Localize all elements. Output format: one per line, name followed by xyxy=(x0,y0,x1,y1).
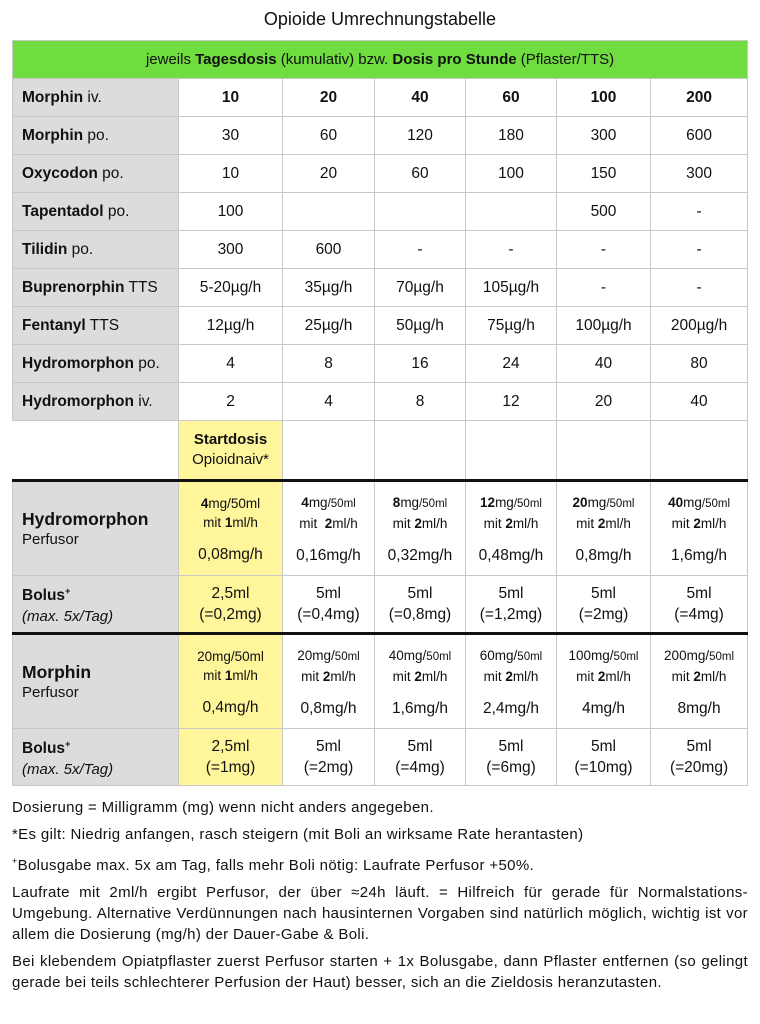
bolus-cell: 5ml (=1,2mg) xyxy=(466,576,557,634)
empty-cell xyxy=(375,421,466,481)
note-start: *Es gilt: Niedrig anfangen, rasch steigern (mit Boli an wirksame Rate herantasten) xyxy=(12,826,584,843)
table-cell: 100µg/h xyxy=(557,307,651,345)
banner-cell: jeweils Tagesdosis (kumulativ) bzw. Dosis pro Stunde (Pflaster/TTS) xyxy=(13,41,748,79)
table-cell: 180 xyxy=(466,117,557,155)
table-cell: - xyxy=(375,231,466,269)
empty-cell xyxy=(466,421,557,481)
table-cell: 150 xyxy=(557,155,651,193)
perfusor-cell: 4mg/50ml mit 1ml/h 0,08mg/h xyxy=(179,481,283,576)
table-cell: - xyxy=(466,231,557,269)
empty-cell xyxy=(651,421,748,481)
table-cell: 50µg/h xyxy=(375,307,466,345)
table-row xyxy=(13,345,748,383)
table-cell: 8 xyxy=(283,345,375,383)
table-cell xyxy=(283,193,375,231)
row-label: Hydromorphon Perfusor xyxy=(13,481,179,576)
table-cell: 100 xyxy=(179,193,283,231)
row-label: Morphin iv. xyxy=(13,79,179,117)
row-label: Hydromorphon po. xyxy=(13,345,179,383)
perfusor-cell: 60mg/50ml mit 2ml/h 2,4mg/h xyxy=(466,634,557,729)
table-cell: - xyxy=(557,269,651,307)
table-row xyxy=(13,155,748,193)
row-label: Morphin po. xyxy=(13,117,179,155)
table-cell: 10 xyxy=(179,155,283,193)
hydromorphon-bolus-row xyxy=(13,576,748,634)
perfusor-cell: 20mg/50ml mit 2ml/h 0,8mg/h xyxy=(557,481,651,576)
startdose-row xyxy=(13,421,748,481)
table-cell: 25µg/h xyxy=(283,307,375,345)
table-cell: 12 xyxy=(466,383,557,421)
table-cell: 4 xyxy=(179,345,283,383)
table-cell: - xyxy=(651,269,748,307)
perfusor-cell: 20mg/50ml mit 1ml/h 0,4mg/h xyxy=(179,634,283,729)
table-cell: 30 xyxy=(179,117,283,155)
perfusor-cell: 200mg/50ml mit 2ml/h 8mg/h xyxy=(651,634,748,729)
table-cell: 4 xyxy=(283,383,375,421)
note-patch: Bei klebendem Opiatpflaster zuerst Perfusor starten + 1x Bolusgabe, dann Pflaster entfernen (so gelingt gerade bei teils schlechterer Perfusion der Haut) besser, sich an die Zieldosis heranzutasten. xyxy=(12,953,748,991)
table-cell: 35µg/h xyxy=(283,269,375,307)
bolus-cell: 5ml (=2mg) xyxy=(283,729,375,786)
table-row xyxy=(13,307,748,345)
table-cell: 70µg/h xyxy=(375,269,466,307)
table-cell: 24 xyxy=(466,345,557,383)
table-cell: 300 xyxy=(557,117,651,155)
table-cell: 500 xyxy=(557,193,651,231)
perfusor-cell: 12mg/50ml mit 2ml/h 0,48mg/h xyxy=(466,481,557,576)
empty-cell xyxy=(557,421,651,481)
table-cell: 600 xyxy=(283,231,375,269)
bolus-cell: 5ml (=6mg) xyxy=(466,729,557,786)
bolus-cell: 2,5ml (=0,2mg) xyxy=(179,576,283,634)
dose-header: 200 xyxy=(651,79,748,117)
row-label: Tilidin po. xyxy=(13,231,179,269)
perfusor-cell: 40mg/50ml mit 2ml/h 1,6mg/h xyxy=(375,634,466,729)
table-cell: 40 xyxy=(651,383,748,421)
banner-row xyxy=(13,41,748,79)
table-row xyxy=(13,193,748,231)
bolus-cell: 5ml (=4mg) xyxy=(375,729,466,786)
row-label: Fentanyl TTS xyxy=(13,307,179,345)
row-label: Oxycodon po. xyxy=(13,155,179,193)
table-cell: 16 xyxy=(375,345,466,383)
startdose-cell: Startdosis Opioidnaiv* xyxy=(179,421,283,481)
dose-header: 60 xyxy=(466,79,557,117)
perfusor-cell: 20mg/50ml mit 2ml/h 0,8mg/h xyxy=(283,634,375,729)
table-row xyxy=(13,269,748,307)
morphin-bolus-row xyxy=(13,729,748,786)
table-cell: - xyxy=(651,231,748,269)
bolus-cell: 5ml (=20mg) xyxy=(651,729,748,786)
morphin-perfusor-row xyxy=(13,634,748,729)
table-row xyxy=(13,383,748,421)
table-cell: 105µg/h xyxy=(466,269,557,307)
table-cell: - xyxy=(651,193,748,231)
note-rate: Laufrate mit 2ml/h ergibt Perfusor, der über ≈24h läuft. = Hilfreich für gerade für Normalstations-Umgebung. Alternative Verdünnungen nach hausinternen Vorgaben sind natürlich möglich, wichtig ist vor allem die Dosierung (mg/h) der Dauer-Gabe & Boli. xyxy=(12,884,748,943)
row-label: Buprenorphin TTS xyxy=(13,269,179,307)
table-cell: 300 xyxy=(179,231,283,269)
footnotes xyxy=(12,797,748,999)
table-cell: 100 xyxy=(466,155,557,193)
conversion-table xyxy=(12,40,748,786)
table-cell xyxy=(466,193,557,231)
table-row xyxy=(13,117,748,155)
note-dosage: Dosierung = Milligramm (mg) wenn nicht anders angegeben. xyxy=(12,799,434,816)
dose-header: 20 xyxy=(283,79,375,117)
perfusor-cell: 8mg/50ml mit 2ml/h 0,32mg/h xyxy=(375,481,466,576)
table-cell: 60 xyxy=(375,155,466,193)
table-cell: 12µg/h xyxy=(179,307,283,345)
row-label: Tapentadol po. xyxy=(13,193,179,231)
bolus-cell: 5ml (=4mg) xyxy=(651,576,748,634)
bolus-cell: 2,5ml (=1mg) xyxy=(179,729,283,786)
empty-cell xyxy=(13,421,179,481)
row-label: Bolus+ (max. 5x/Tag) xyxy=(13,576,179,634)
table-cell: 60 xyxy=(283,117,375,155)
bolus-cell: 5ml (=0,8mg) xyxy=(375,576,466,634)
table-cell: 300 xyxy=(651,155,748,193)
bolus-cell: 5ml (=2mg) xyxy=(557,576,651,634)
perfusor-cell: 4mg/50ml mit 2ml/h 0,16mg/h xyxy=(283,481,375,576)
table-cell xyxy=(375,193,466,231)
table-cell: 75µg/h xyxy=(466,307,557,345)
table-cell: 5-20µg/h xyxy=(179,269,283,307)
page-title: Opioide Umrechnungstabelle xyxy=(263,9,497,29)
row-label: Bolus+ (max. 5x/Tag) xyxy=(13,729,179,786)
bolus-cell: 5ml (=0,4mg) xyxy=(283,576,375,634)
header-row xyxy=(13,79,748,117)
table-cell: - xyxy=(557,231,651,269)
table-cell: 120 xyxy=(375,117,466,155)
table-cell: 40 xyxy=(557,345,651,383)
table-cell: 200µg/h xyxy=(651,307,748,345)
table-cell: 20 xyxy=(557,383,651,421)
table-cell: 2 xyxy=(179,383,283,421)
table-row xyxy=(13,231,748,269)
note-bolus: +Bolusgabe max. 5x am Tag, falls mehr Boli nötig: Laufrate Perfusor +50%. xyxy=(12,856,535,874)
perfusor-cell: 40mg/50ml mit 2ml/h 1,6mg/h xyxy=(651,481,748,576)
empty-cell xyxy=(283,421,375,481)
row-label: Hydromorphon iv. xyxy=(13,383,179,421)
dose-header: 100 xyxy=(557,79,651,117)
bolus-cell: 5ml (=10mg) xyxy=(557,729,651,786)
perfusor-cell: 100mg/50ml mit 2ml/h 4mg/h xyxy=(557,634,651,729)
table-cell: 80 xyxy=(651,345,748,383)
table-cell: 20 xyxy=(283,155,375,193)
table-cell: 600 xyxy=(651,117,748,155)
row-label: Morphin Perfusor xyxy=(13,634,179,729)
hydromorphon-perfusor-row xyxy=(13,481,748,576)
dose-header: 40 xyxy=(375,79,466,117)
table-cell: 8 xyxy=(375,383,466,421)
dose-header: 10 xyxy=(179,79,283,117)
